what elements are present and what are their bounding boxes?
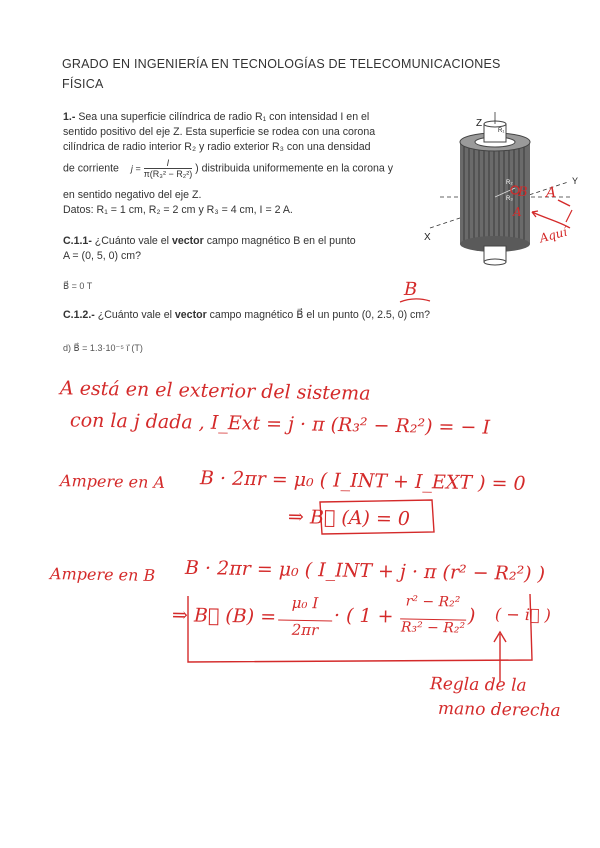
problem-line-4 xyxy=(63,158,393,179)
problem-text-4a: de corriente xyxy=(63,162,119,175)
x-axis-label: X xyxy=(424,232,431,243)
hand-ampere-a-label: Ampere en A xyxy=(59,471,166,492)
question-2-text-post: campo magnético B⃗ el un punto (0, 2.5, 0) cm? xyxy=(206,309,431,321)
z-axis-label: Z xyxy=(476,118,483,129)
question-1-bold: vector xyxy=(171,235,204,247)
problem-line-6: Datos: R₁ = 1 cm, R₂ = 2 cm y R₃ = 4 cm, I = 2 A. xyxy=(63,204,293,216)
question-1-answer: B⃗ = 0 T xyxy=(63,281,93,291)
document-subtitle: FÍSICA xyxy=(62,77,104,91)
question-1-id: C.1.1- xyxy=(63,235,92,247)
question-2-bold: vector xyxy=(174,309,207,321)
cylinder-figure xyxy=(420,110,585,270)
y-axis-label: Y xyxy=(572,176,579,186)
point-a-small-label: A xyxy=(513,205,522,219)
question-1-line-1 xyxy=(63,234,356,249)
question-1-text-pre: ¿Cuánto vale el xyxy=(91,235,172,247)
question-1-text-post: campo magnético B en el punto xyxy=(203,235,356,247)
question-2-line-1 xyxy=(63,308,430,323)
problem-number: 1.- xyxy=(63,111,76,123)
problem-text-4b: ) distribuida uniformemente en la corona y xyxy=(195,162,394,175)
problem-line-3: cilíndrica de radio interior R₂ y radio exterior R₃ con una densidad xyxy=(63,141,371,153)
hand-result-b-paren-close: ) xyxy=(467,604,476,628)
j-lhs: j = xyxy=(130,163,141,174)
hand-ampere-b-label: Ampere en B xyxy=(49,564,156,585)
result-a-box xyxy=(318,498,438,538)
aqui-tick xyxy=(566,210,572,222)
hand-ampere-b-equation: B · 2πr = μ₀ ( I_INT + j · π (r² − R₂²) ) xyxy=(184,556,546,586)
hand-result-b-coef-den: 2πr xyxy=(278,620,332,640)
question-2-text-pre: ¿Cuánto vale el xyxy=(94,309,175,321)
question-2-answer: d) B⃗ = 1.3·10⁻⁵ i⃗ (T) xyxy=(63,343,143,353)
inner-cylinder-bottom-cap xyxy=(484,259,506,265)
j-numerator: I xyxy=(166,158,170,168)
hand-line-exterior: A está en el exterior del sistema xyxy=(59,377,371,405)
hand-result-b-frac-num: r² − R₂² xyxy=(405,593,461,611)
point-a-cross xyxy=(558,200,570,206)
hand-note-line-2: mano derecha xyxy=(437,698,561,722)
r1-label: R₁ xyxy=(498,128,505,134)
hand-result-b-direction: ( − i⃗ ) xyxy=(494,604,552,625)
problem-line-2: sentido positivo del eje Z. Esta superficie se rodea con una corona xyxy=(63,126,376,138)
hand-result-b-paren-open: · ( 1 + xyxy=(333,604,394,628)
hand-result-b-coef-num: μ₀ I xyxy=(291,593,319,613)
document-title: GRADO EN INGENIERÍA EN TECNOLOGÍAS DE TELECOMUNICACIONES xyxy=(62,57,501,71)
hand-ampere-a-equation: B · 2πr = μ₀ ( I_INT + I_EXT ) = 0 xyxy=(199,467,526,495)
problem-text-1: Sea una superficie cilíndrica de radio R₁ con intensidad I en el xyxy=(78,111,370,123)
point-b-hand-label: B xyxy=(518,185,528,200)
hand-b-underline xyxy=(398,296,432,304)
hand-result-b-lhs: ⇒ B⃗ (B) = xyxy=(171,604,277,628)
j-denominator: π(R₃² − R₂²) xyxy=(143,169,193,179)
problem-line-1 xyxy=(63,110,369,125)
hand-b-above-question: B xyxy=(403,278,418,301)
r2-label: R₂ xyxy=(506,180,513,186)
question-2-id: C.1.2.- xyxy=(63,309,95,321)
r3-label: R₃ xyxy=(506,196,513,202)
problem-line-5: en sentido negativo del eje Z. xyxy=(63,189,202,201)
point-a-hand-label: A xyxy=(546,185,557,201)
hand-note-line-1: Regla de la xyxy=(429,674,527,696)
hand-result-b-frac-den: R₃² − R₂² xyxy=(400,619,466,637)
aqui-hand-label: Aquí xyxy=(538,224,569,246)
hand-line-iext: con la j dada , I_Ext = j · π (R₃² − R₂²) = − I xyxy=(69,409,491,439)
current-density-fraction xyxy=(144,158,193,179)
question-1-line-2: A = (0, 5, 0) cm? xyxy=(63,250,142,262)
hand-result-a: ⇒ B⃗ (A) = 0 xyxy=(287,505,411,531)
